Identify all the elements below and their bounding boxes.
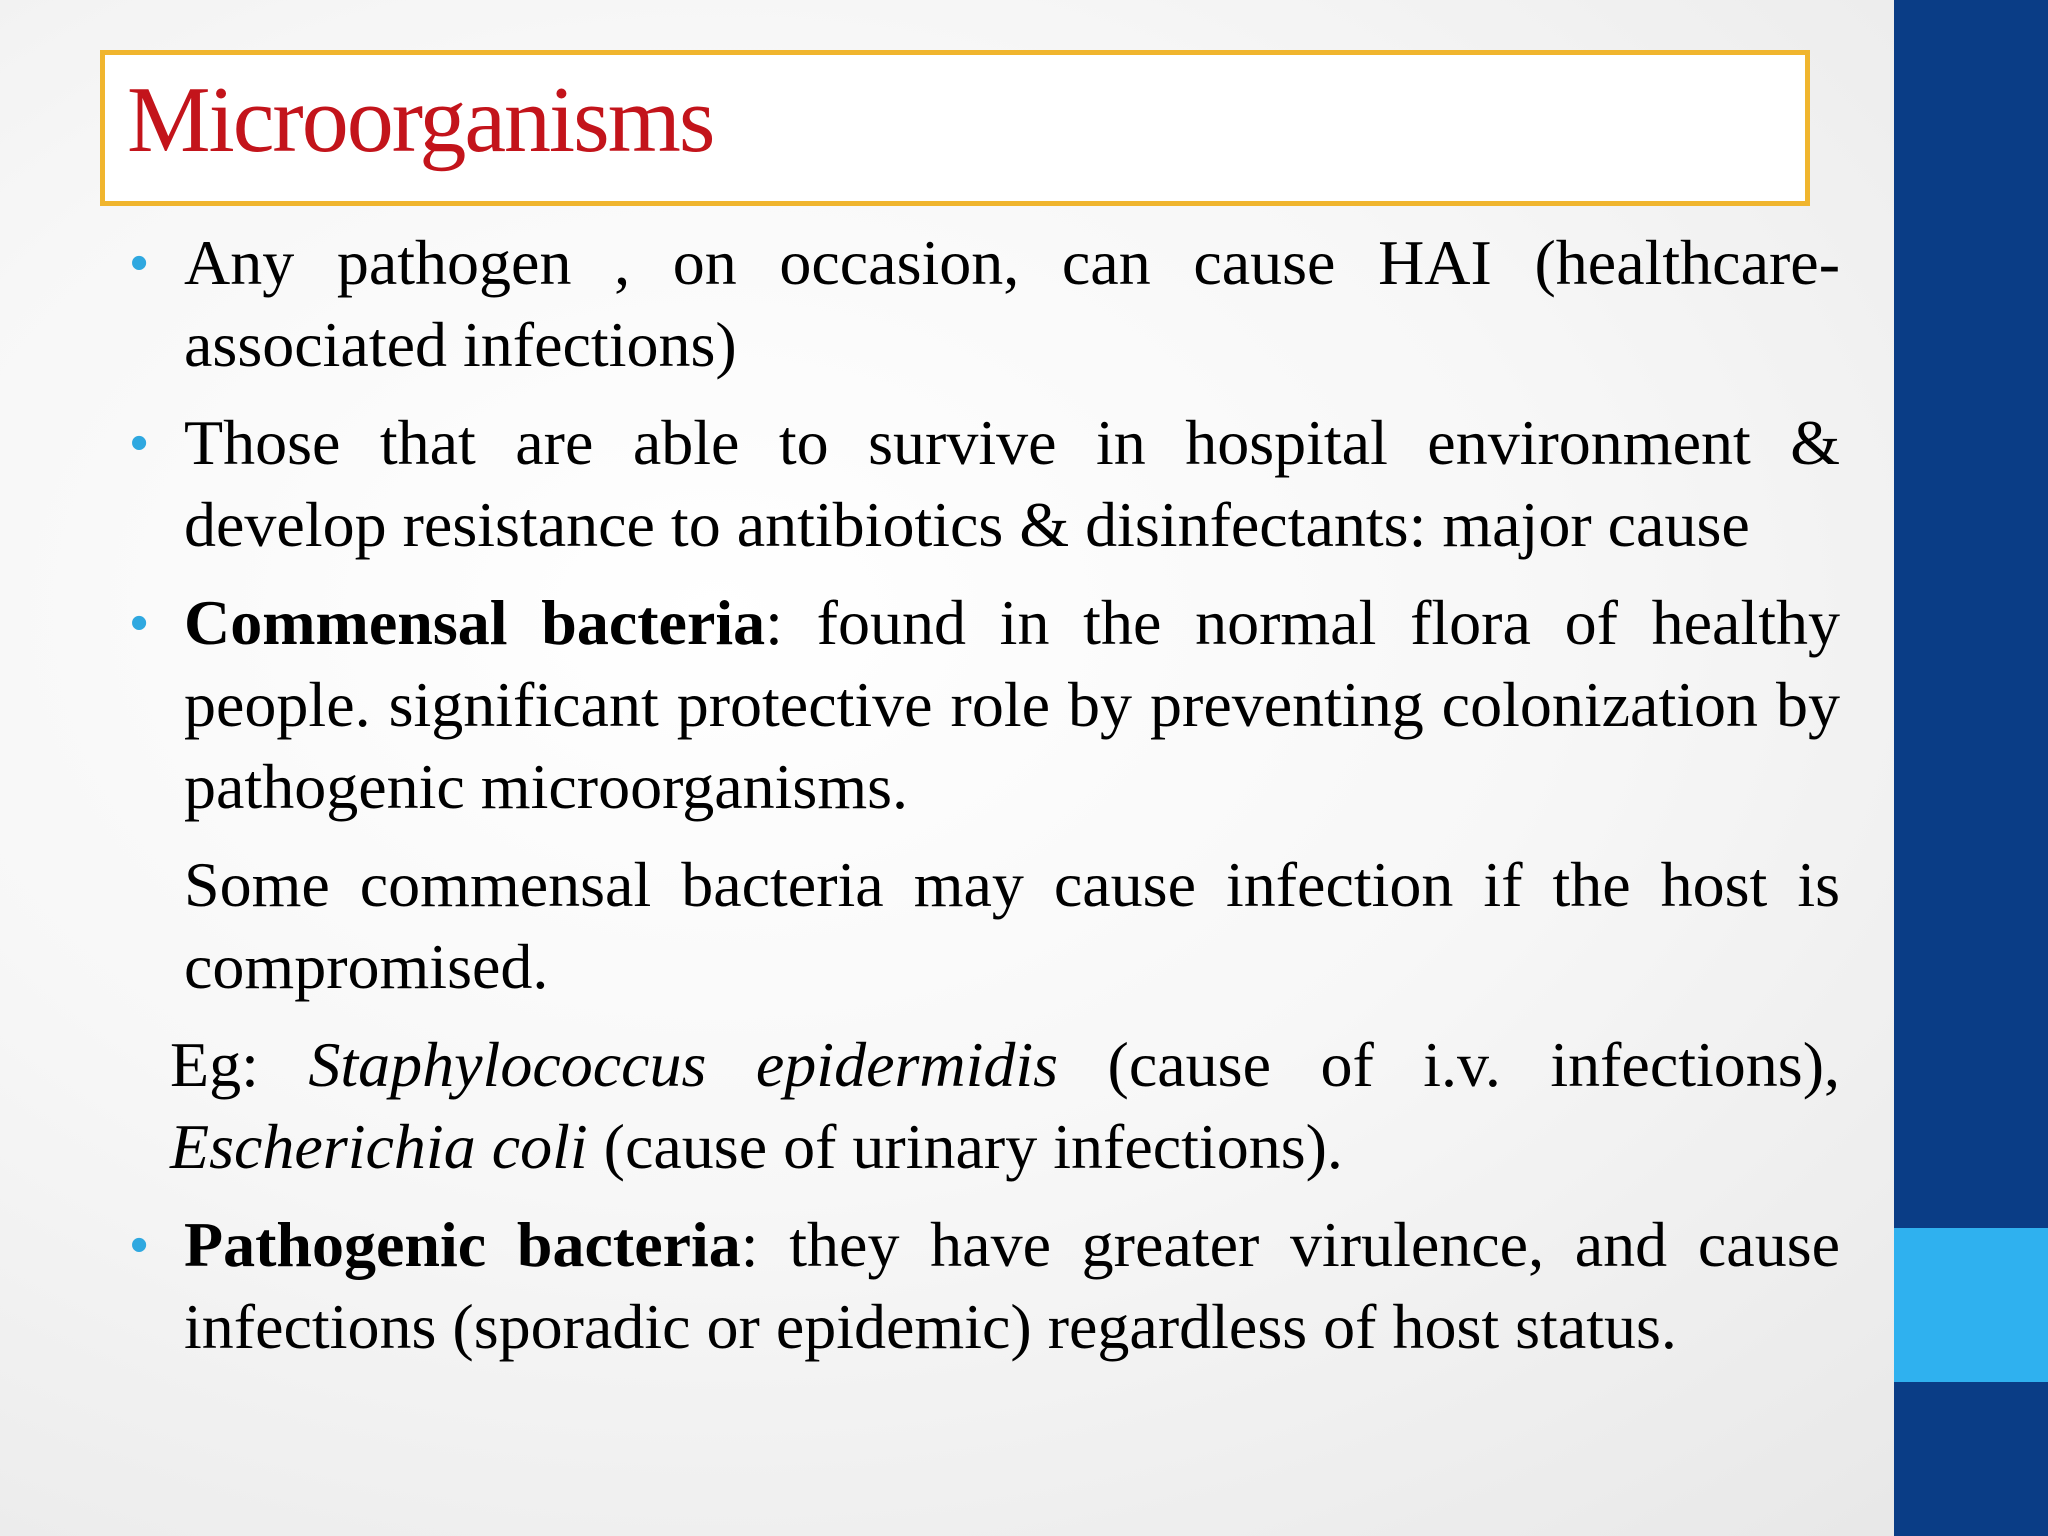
bullet-text: Any pathogen , on occasion, can cause HAI (healthcare-associated infections) bbox=[184, 227, 1840, 380]
organism-name: Escherichia coli bbox=[170, 1111, 588, 1182]
title-box bbox=[100, 50, 1810, 206]
bullet-item-hai bbox=[130, 222, 1840, 386]
bullet-text: : found in the normal flora of healthy people. significant protective role by preventing colonization by pathogenic microorganisms. bbox=[184, 587, 1841, 822]
example-prefix: Eg: bbox=[170, 1029, 309, 1100]
bullet-icon: • bbox=[130, 234, 149, 292]
slide-content bbox=[130, 222, 1840, 1368]
organism-name: Staphylococcus epidermidis bbox=[308, 1029, 1059, 1100]
bullet-text: Those that are able to survive in hospital environment & develop resistance to antibiotics & disinfectants: major cause bbox=[184, 407, 1840, 560]
bullet-icon: • bbox=[130, 414, 149, 472]
bullet-icon: • bbox=[130, 594, 149, 652]
side-accent-block bbox=[1894, 1228, 2048, 1382]
bullet-icon: • bbox=[130, 1216, 149, 1274]
bullet-item-resistance bbox=[130, 402, 1840, 566]
bullet-term: Commensal bacteria bbox=[184, 587, 766, 658]
bullet-term: Pathogenic bacteria bbox=[184, 1209, 741, 1280]
example-paragraph bbox=[130, 1024, 1840, 1188]
bullet-item-pathogenic bbox=[130, 1204, 1840, 1368]
commensal-note: Some commensal bacteria may cause infection if the host is compromised. bbox=[184, 849, 1840, 1002]
bullet-text: : they have greater virulence, and cause infections (sporadic or epidemic) regardless of host status. bbox=[184, 1209, 1841, 1362]
slide-title: Microorganisms bbox=[127, 68, 714, 172]
bullet-item-commensal bbox=[130, 582, 1840, 828]
organism-desc: (cause of urinary infections). bbox=[587, 1111, 1343, 1182]
organism-desc: (cause of i.v. infections), bbox=[1058, 1029, 1841, 1100]
